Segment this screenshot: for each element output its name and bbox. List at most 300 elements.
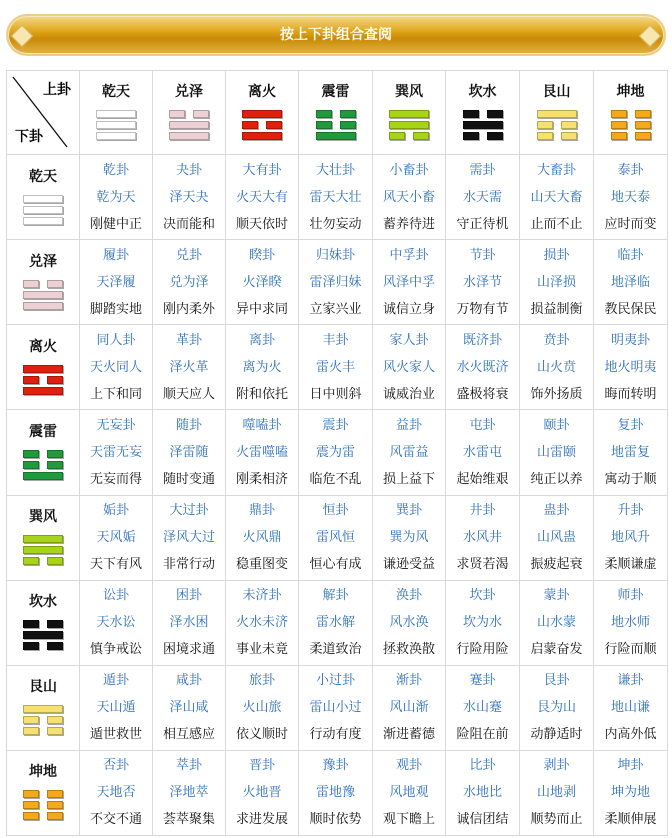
trigram-icon — [23, 617, 63, 653]
hexagram-description: 诚信立身 — [382, 301, 435, 317]
hexagram-description: 教民保民 — [604, 301, 657, 317]
hexagram-description: 脚踏实地 — [89, 301, 142, 317]
line-segment — [23, 302, 63, 310]
hexagram-link[interactable]: 震卦 — [322, 417, 349, 433]
hexagram-full-name-link[interactable]: 天水讼 — [96, 615, 136, 631]
line-segment — [23, 206, 63, 214]
hexagram-link[interactable]: 大过卦 — [169, 503, 209, 519]
table-row — [7, 750, 668, 835]
line-segment — [47, 461, 63, 469]
hexagram-link[interactable]: 大有卦 — [242, 162, 282, 178]
yang-line — [96, 110, 136, 118]
hexagram-full-name-link[interactable]: 坤为地 — [610, 785, 650, 801]
hexagram-link[interactable]: 姤卦 — [102, 503, 129, 519]
table-row — [7, 325, 668, 410]
hexagram-full-name-link[interactable]: 地火明夷 — [604, 359, 657, 375]
yin-line — [23, 376, 63, 384]
yin-line — [23, 801, 63, 809]
yin-line — [389, 132, 429, 140]
hexagram-full-name-link[interactable]: 山火贲 — [536, 359, 576, 375]
hexagram-link[interactable]: 既济卦 — [462, 332, 502, 348]
line-segment — [47, 812, 63, 820]
hexagram-full-name-link[interactable]: 水火既济 — [456, 359, 509, 375]
line-segment — [389, 132, 405, 140]
hexagram-full-name-link[interactable]: 泽雷随 — [169, 444, 209, 460]
hexagram-description: 顺时依势 — [309, 812, 362, 828]
trigram-name: 艮山 — [29, 679, 57, 696]
hexagram-link[interactable]: 师卦 — [617, 588, 644, 604]
hexagram-full-name-link[interactable]: 天山遁 — [96, 700, 136, 716]
upper-trigram-header — [226, 71, 299, 155]
trigram-name: 震雷 — [321, 84, 350, 101]
hexagram-cell — [299, 325, 373, 410]
yang-line — [389, 110, 429, 118]
hexagram-full-name-link[interactable]: 水泽节 — [462, 274, 502, 290]
line-segment — [47, 376, 63, 384]
hexagram-link[interactable]: 革卦 — [175, 332, 202, 348]
hexagram-cell — [446, 325, 520, 410]
hexagram-cell — [299, 410, 373, 495]
hexagram-full-name-link[interactable]: 风天小畜 — [382, 189, 435, 205]
trigram-icon — [463, 107, 503, 143]
hexagram-link[interactable]: 同人卦 — [96, 332, 136, 348]
hexagram-cell — [446, 495, 520, 580]
trigram-name: 乾天 — [102, 84, 130, 101]
hexagram-cell — [226, 580, 299, 665]
line-segment — [23, 450, 39, 458]
hexagram-link[interactable]: 睽卦 — [248, 247, 275, 263]
header-row — [7, 71, 668, 155]
line-segment — [487, 132, 503, 140]
hexagram-description: 行动有度 — [309, 727, 362, 743]
yin-line — [23, 716, 63, 724]
hexagram-full-name-link[interactable]: 火山旅 — [242, 700, 282, 716]
yang-line — [23, 291, 63, 299]
upper-trigram-header — [520, 71, 594, 155]
hexagram-full-name-link[interactable]: 泽天夬 — [169, 189, 209, 205]
hexagram-full-name-link[interactable]: 风泽中孚 — [382, 274, 435, 290]
hexagram-link[interactable]: 井卦 — [469, 503, 496, 519]
line-segment — [96, 110, 136, 118]
lower-trigram-label: 下卦 — [15, 129, 43, 146]
yang-line — [389, 121, 429, 129]
line-segment — [96, 121, 136, 129]
yin-line — [611, 121, 651, 129]
hexagram-link[interactable]: 艮卦 — [543, 673, 570, 689]
hexagram-cell — [520, 750, 594, 835]
yang-line — [537, 110, 577, 118]
yang-line — [463, 121, 503, 129]
hexagram-link[interactable]: 渐卦 — [395, 673, 422, 689]
lower-trigram-header — [7, 580, 80, 665]
hexagram-cell — [80, 240, 153, 325]
lower-trigram-header — [7, 495, 80, 580]
hexagram-description: 行险而顺 — [604, 642, 657, 658]
hexagram-link[interactable]: 解卦 — [322, 588, 349, 604]
hexagram-cell — [299, 240, 373, 325]
hexagram-full-name-link[interactable]: 坎为水 — [462, 615, 502, 631]
hexagram-full-name-link[interactable]: 火泽睽 — [242, 274, 282, 290]
trigram-icon — [23, 277, 63, 313]
hexagram-cell — [153, 155, 226, 240]
hexagram-full-name-link[interactable]: 泽风大过 — [162, 530, 215, 546]
line-segment — [96, 132, 136, 140]
hexagram-full-name-link[interactable]: 艮为山 — [536, 700, 576, 716]
hexagram-link[interactable]: 鼎卦 — [248, 503, 275, 519]
hexagram-full-name-link[interactable]: 泽火革 — [169, 359, 209, 375]
table-row — [7, 495, 668, 580]
hexagram-link[interactable]: 乾卦 — [102, 162, 129, 178]
hexagram-link[interactable]: 蹇卦 — [469, 673, 496, 689]
hexagram-cell — [446, 155, 520, 240]
hexagram-cell — [446, 580, 520, 665]
hexagram-link[interactable]: 夬卦 — [175, 162, 202, 178]
hexagram-full-name-link[interactable]: 雷山小过 — [309, 700, 362, 716]
yang-line — [23, 472, 63, 480]
line-segment — [487, 110, 503, 118]
trigram-icon — [23, 447, 63, 483]
title-banner — [6, 14, 666, 56]
hexagram-cell — [80, 410, 153, 495]
line-segment — [23, 812, 39, 820]
hexagram-link[interactable]: 剥卦 — [543, 758, 570, 774]
trigram-icon — [23, 362, 63, 398]
hexagram-link[interactable]: 困卦 — [175, 588, 202, 604]
hexagram-link[interactable]: 旅卦 — [248, 673, 275, 689]
hexagram-link[interactable]: 丰卦 — [322, 332, 349, 348]
hexagram-full-name-link[interactable]: 雷泽归妹 — [309, 274, 362, 290]
hexagram-description: 相互感应 — [162, 727, 215, 743]
hexagram-link[interactable]: 颐卦 — [543, 417, 570, 433]
hexagram-link[interactable]: 大畜卦 — [536, 162, 576, 178]
line-segment — [23, 727, 39, 735]
hexagram-link[interactable]: 归妹卦 — [315, 247, 355, 263]
lower-trigram-header — [7, 240, 80, 325]
yin-line — [537, 121, 577, 129]
line-segment — [635, 110, 651, 118]
hexagram-link[interactable]: 小畜卦 — [389, 162, 429, 178]
hexagram-cell — [226, 155, 299, 240]
hexagram-full-name-link[interactable]: 离为火 — [242, 359, 282, 375]
hexagram-link[interactable]: 咸卦 — [175, 673, 202, 689]
hexagram-full-name-link[interactable]: 火风鼎 — [242, 530, 282, 546]
hexagram-full-name-link[interactable]: 风地观 — [389, 785, 429, 801]
hexagram-full-name-link[interactable]: 山泽损 — [536, 274, 576, 290]
hexagram-description: 决而能和 — [162, 216, 215, 232]
trigram-icon — [96, 107, 136, 143]
hexagram-link[interactable]: 巽卦 — [395, 503, 422, 519]
line-segment — [611, 132, 627, 140]
hexagram-cell — [153, 580, 226, 665]
trigram-name: 兑泽 — [175, 84, 203, 101]
hexagram-description: 行险用险 — [456, 642, 509, 658]
hexagram-description: 饰外扬质 — [530, 386, 583, 402]
hexagram-link[interactable]: 中孚卦 — [389, 247, 429, 263]
upper-trigram-header — [153, 71, 226, 155]
hexagram-description: 恒心有成 — [309, 557, 362, 573]
line-segment — [23, 705, 63, 713]
hexagram-link[interactable]: 家人卦 — [389, 332, 429, 348]
table-row — [7, 155, 668, 240]
hexagram-cell — [299, 665, 373, 750]
hexagram-full-name-link[interactable]: 天泽履 — [96, 274, 136, 290]
hexagram-full-name-link[interactable]: 巽为风 — [389, 530, 429, 546]
line-segment — [23, 546, 63, 554]
hexagram-description: 盛极将衰 — [456, 386, 509, 402]
hexagram-description: 柔顺谦虚 — [604, 557, 657, 573]
hexagram-description: 依义顺时 — [235, 727, 288, 743]
hexagram-cell — [80, 325, 153, 410]
hexagram-link[interactable]: 未济卦 — [242, 588, 282, 604]
hexagram-link[interactable]: 坎卦 — [469, 588, 496, 604]
hexagram-full-name-link[interactable]: 泽山咸 — [169, 700, 209, 716]
line-segment — [47, 620, 63, 628]
trigram-icon — [23, 787, 63, 823]
line-segment — [47, 557, 63, 565]
hexagram-description: 无妄而得 — [89, 471, 142, 487]
hexagram-full-name-link[interactable]: 地雷复 — [610, 444, 650, 460]
hexagram-full-name-link[interactable]: 水天需 — [462, 189, 502, 205]
line-segment — [23, 716, 39, 724]
hexagram-cell — [373, 750, 446, 835]
yin-line — [23, 790, 63, 798]
hexagram-full-name-link[interactable]: 水地比 — [462, 785, 502, 801]
hexagram-full-name-link[interactable]: 雷火丰 — [315, 359, 355, 375]
hexagram-link[interactable]: 坤卦 — [617, 758, 644, 774]
hexagram-link[interactable]: 涣卦 — [395, 588, 422, 604]
yin-line — [242, 121, 282, 129]
upper-trigram-label: 上卦 — [43, 82, 71, 98]
hexagram-link[interactable]: 兑卦 — [175, 247, 202, 263]
hexagram-full-name-link[interactable]: 震为雷 — [315, 444, 355, 460]
hexagram-full-name-link[interactable]: 地天泰 — [610, 189, 650, 205]
lower-trigram-header — [7, 155, 80, 240]
hexagram-full-name-link[interactable]: 天风姤 — [96, 530, 136, 546]
hexagram-full-name-link[interactable]: 山风蛊 — [536, 530, 576, 546]
yang-line — [23, 705, 63, 713]
hexagram-cell — [373, 325, 446, 410]
lower-trigram-header — [7, 665, 80, 750]
hexagram-link[interactable]: 临卦 — [617, 247, 644, 263]
hexagram-link[interactable]: 贲卦 — [543, 332, 570, 348]
yin-line — [611, 110, 651, 118]
hexagram-link[interactable]: 泰卦 — [617, 162, 644, 178]
hexagram-description: 诚信团结 — [456, 812, 509, 828]
hexagram-cell — [80, 580, 153, 665]
hexagram-full-name-link[interactable]: 乾为天 — [96, 189, 136, 205]
hexagram-description: 损益制衡 — [530, 301, 583, 317]
line-segment — [23, 620, 39, 628]
hexagram-full-name-link[interactable]: 火水未济 — [235, 615, 288, 631]
hexagram-link[interactable]: 节卦 — [469, 247, 496, 263]
hexagram-full-name-link[interactable]: 火地晋 — [242, 785, 282, 801]
hexagram-description: 慎争戒讼 — [89, 642, 142, 658]
hexagram-link[interactable]: 无妄卦 — [96, 417, 136, 433]
trigram-name: 乾天 — [29, 168, 57, 185]
hexagram-full-name-link[interactable]: 雷风恒 — [315, 530, 355, 546]
line-segment — [193, 110, 209, 118]
hexagram-full-name-link[interactable]: 山地剥 — [536, 785, 576, 801]
hexagram-full-name-link[interactable]: 火雷噬嗑 — [235, 444, 288, 460]
hexagram-full-name-link[interactable]: 水山蹇 — [462, 700, 502, 716]
yang-line — [96, 132, 136, 140]
hexagram-full-name-link[interactable]: 地水师 — [610, 615, 650, 631]
hexagram-link[interactable]: 比卦 — [469, 758, 496, 774]
upper-trigram-header — [299, 71, 373, 155]
hexagram-full-name-link[interactable]: 地风升 — [610, 530, 650, 546]
corner-cell — [7, 71, 80, 155]
hexagram-full-name-link[interactable]: 山水蒙 — [536, 615, 576, 631]
hexagram-full-name-link[interactable]: 泽水困 — [169, 615, 209, 631]
yin-line — [23, 812, 63, 820]
hexagram-description: 起始维艰 — [456, 471, 509, 487]
yin-line — [537, 132, 577, 140]
hexagram-full-name-link[interactable]: 山天大畜 — [530, 189, 583, 205]
line-segment — [463, 132, 479, 140]
yang-line — [96, 121, 136, 129]
line-segment — [23, 291, 63, 299]
line-segment — [561, 121, 577, 129]
hexagram-full-name-link[interactable]: 天火同人 — [89, 359, 142, 375]
hexagram-cell — [594, 580, 668, 665]
hexagram-description: 万物有节 — [456, 301, 509, 317]
line-segment — [635, 132, 651, 140]
yin-line — [23, 280, 63, 288]
hexagram-link[interactable]: 谦卦 — [617, 673, 644, 689]
hexagram-link[interactable]: 小过卦 — [315, 673, 355, 689]
hexagram-link[interactable]: 讼卦 — [102, 588, 129, 604]
hexagram-link[interactable]: 蛊卦 — [543, 503, 570, 519]
hexagram-link[interactable]: 噬嗑卦 — [242, 417, 282, 433]
hexagram-full-name-link[interactable]: 地山谦 — [610, 700, 650, 716]
hexagram-description: 晦而转明 — [604, 386, 657, 402]
hexagram-description: 寓动于顺 — [604, 471, 657, 487]
hexagram-full-name-link[interactable]: 风山渐 — [389, 700, 429, 716]
hexagram-cell — [520, 240, 594, 325]
trigram-icon — [611, 107, 651, 143]
hexagram-description: 不交不通 — [89, 812, 142, 828]
hexagram-link[interactable]: 损卦 — [543, 247, 570, 263]
hexagram-link[interactable]: 否卦 — [102, 758, 129, 774]
hexagram-full-name-link[interactable]: 火天大有 — [235, 189, 288, 205]
hexagram-link[interactable]: 大壮卦 — [315, 162, 355, 178]
hexagram-full-name-link[interactable]: 雷水解 — [315, 615, 355, 631]
hexagram-description: 观下瞻上 — [382, 812, 435, 828]
hexagram-link[interactable]: 随卦 — [175, 417, 202, 433]
hexagram-full-name-link[interactable]: 雷天大壮 — [309, 189, 362, 205]
hexagram-link[interactable]: 复卦 — [617, 417, 644, 433]
hexagram-link[interactable]: 履卦 — [102, 247, 129, 263]
hexagram-description: 柔顺伸展 — [604, 812, 657, 828]
hexagram-full-name-link[interactable]: 风火家人 — [382, 359, 435, 375]
hexagram-cell — [226, 240, 299, 325]
hexagram-full-name-link[interactable]: 风雷益 — [389, 444, 429, 460]
upper-trigram-header — [80, 71, 153, 155]
hexagram-full-name-link[interactable]: 水风井 — [462, 530, 502, 546]
trigram-name: 坎水 — [29, 594, 57, 611]
line-segment — [47, 790, 63, 798]
hexagram-cell — [299, 155, 373, 240]
hexagram-description: 顺天应人 — [162, 386, 215, 402]
hexagram-description: 稳重图变 — [235, 557, 288, 573]
hexagram-link[interactable]: 恒卦 — [322, 503, 349, 519]
hexagram-link[interactable]: 遁卦 — [102, 673, 129, 689]
yang-line — [242, 132, 282, 140]
hexagram-link[interactable]: 萃卦 — [175, 758, 202, 774]
hexagram-link[interactable]: 升卦 — [617, 503, 644, 519]
trigram-name: 震雷 — [29, 423, 57, 440]
hexagram-link[interactable]: 蒙卦 — [543, 588, 570, 604]
trigram-name: 兑泽 — [29, 253, 57, 270]
yang-line — [242, 110, 282, 118]
hexagram-description: 诚威治业 — [382, 386, 435, 402]
hexagram-cell — [446, 750, 520, 835]
hexagram-link[interactable]: 益卦 — [395, 417, 422, 433]
hexagram-description: 应时而变 — [604, 216, 657, 232]
hexagram-link[interactable]: 离卦 — [248, 332, 275, 348]
hexagram-description: 异中求同 — [235, 301, 288, 317]
hexagram-full-name-link[interactable]: 天地否 — [96, 785, 136, 801]
hexagram-full-name-link[interactable]: 兑为泽 — [169, 274, 209, 290]
hexagram-full-name-link[interactable]: 天雷无妄 — [89, 444, 142, 460]
hexagram-full-name-link[interactable]: 泽地萃 — [169, 785, 209, 801]
hexagram-description: 险阻在前 — [456, 727, 509, 743]
hexagram-cell — [520, 155, 594, 240]
hexagram-full-name-link[interactable]: 山雷颐 — [536, 444, 576, 460]
hexagram-link[interactable]: 明夷卦 — [610, 332, 650, 348]
hexagram-full-name-link[interactable]: 地泽临 — [610, 274, 650, 290]
trigram-name: 离火 — [248, 84, 276, 101]
trigram-icon — [23, 192, 63, 228]
line-segment — [611, 121, 627, 129]
hexagram-description: 随时变通 — [162, 471, 215, 487]
hexagram-link[interactable]: 屯卦 — [469, 417, 496, 433]
line-segment — [316, 121, 332, 129]
yin-line — [23, 557, 63, 565]
yang-line — [23, 535, 63, 543]
line-segment — [47, 716, 63, 724]
yin-line — [463, 132, 503, 140]
hexagram-link[interactable]: 需卦 — [469, 162, 496, 178]
hexagram-cell — [299, 580, 373, 665]
line-segment — [537, 110, 577, 118]
hexagram-description: 柔道致治 — [309, 642, 362, 658]
line-segment — [340, 121, 356, 129]
yin-line — [611, 132, 651, 140]
hexagram-description: 日中则斜 — [309, 386, 362, 402]
line-segment — [47, 280, 63, 288]
yin-line — [463, 110, 503, 118]
trigram-icon — [316, 107, 356, 143]
trigram-icon — [537, 107, 577, 143]
hexagram-cell — [373, 155, 446, 240]
trigram-name: 巽风 — [29, 509, 57, 526]
upper-trigram-header — [594, 71, 668, 155]
line-segment — [169, 110, 185, 118]
hexagram-link[interactable]: 观卦 — [395, 758, 422, 774]
hexagram-cell — [520, 410, 594, 495]
hexagram-link[interactable]: 晋卦 — [248, 758, 275, 774]
hexagram-cell — [153, 325, 226, 410]
hexagram-full-name-link[interactable]: 风水涣 — [389, 615, 429, 631]
hexagram-full-name-link[interactable]: 雷地豫 — [315, 785, 355, 801]
hexagram-link[interactable]: 豫卦 — [322, 758, 349, 774]
line-segment — [23, 790, 39, 798]
hexagram-cell — [594, 665, 668, 750]
hexagram-cell — [373, 665, 446, 750]
hexagram-description: 启蒙奋发 — [530, 642, 583, 658]
hexagram-full-name-link[interactable]: 水雷屯 — [462, 444, 502, 460]
